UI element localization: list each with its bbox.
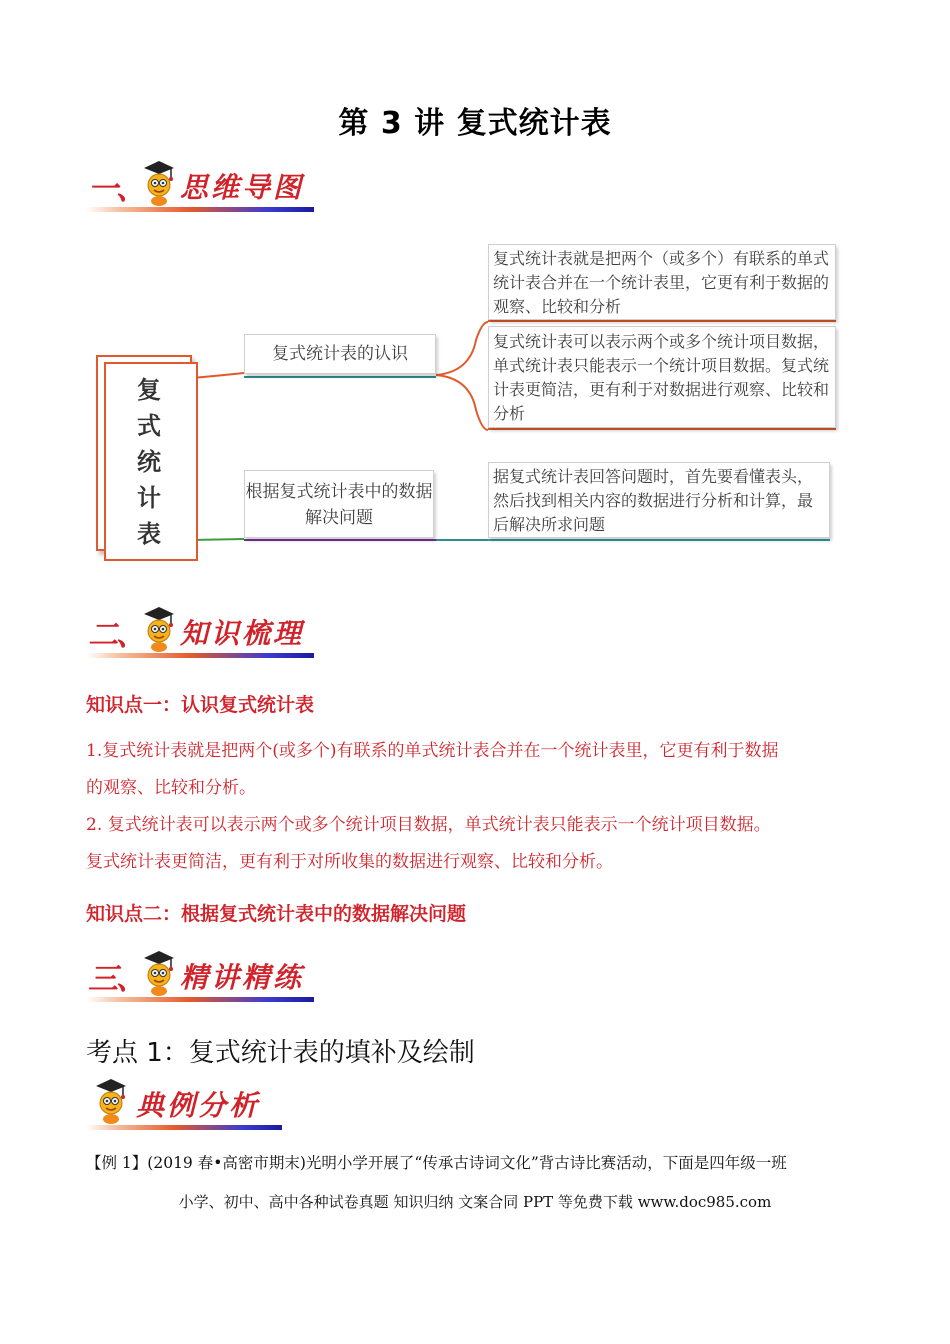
mascot-icon	[140, 948, 178, 996]
knowledge-point-1-text-line1: 1.复式统计表就是把两个(或多个)有联系的单式统计表合并在一个统计表里，它更有利于数据	[86, 741, 779, 761]
banner-text: 精讲精练	[180, 961, 305, 994]
branch1-to-leaf2-curve	[436, 375, 488, 430]
example-label: 【例 1】	[86, 1154, 148, 1172]
knowledge-point-2-text-line2: 复式统计表更简洁，更有利于对所收集的数据进行观察、比较和分析。	[86, 852, 613, 872]
knowledge-point-2-heading: 知识点二：根据复式统计表中的数据解决问题	[86, 903, 467, 925]
banner-underline	[86, 1125, 282, 1130]
banner-text: 知识梳理	[180, 617, 305, 650]
banner-underline	[86, 997, 314, 1002]
banner-text: 思维导图	[180, 171, 305, 204]
branch-recognize: 复式统计表的认识	[244, 334, 436, 374]
knowledge-point-1-heading: 知识点一：认识复式统计表	[86, 694, 315, 716]
page-footer: 小学、初中、高中各种试卷真题 知识归纳 文案合同 PPT 等免费下载 www.doc985.com	[178, 1193, 772, 1211]
banner-text: 典例分析	[136, 1089, 261, 1122]
practice-banner	[86, 944, 314, 1004]
page-title: 第 3 讲 复式统计表	[338, 106, 612, 141]
root-to-branch2-line	[192, 539, 244, 540]
leaf-problem-solving: 据复式统计表回答问题时，首先要看懂表头，然后找到相关内容的数据进行分析和计算，最后解决所求问题	[488, 462, 830, 538]
root-node-label	[104, 372, 194, 552]
mascot-icon	[92, 1076, 130, 1124]
root-to-branch1-line	[192, 373, 244, 378]
branch-solve-problems: 根据复式统计表中的数据解决问题	[244, 470, 434, 538]
banner-underline	[86, 653, 314, 658]
example-banner	[86, 1072, 282, 1132]
example-text: (2019 春•高密市期末)光明小学开展了“传承古诗词文化”背古诗比赛活动，下面是四年级一班	[147, 1154, 787, 1172]
mascot-icon	[140, 604, 178, 652]
knowledge-banner	[86, 600, 314, 660]
exam-point-heading: 考点 1：复式统计表的填补及绘制	[86, 1038, 475, 1068]
example-1	[86, 1151, 787, 1173]
knowledge-point-2-text-line1: 2. 复式统计表可以表示两个或多个统计项目数据，单式统计表只能表示一个统计项目数据。	[86, 815, 771, 835]
leaf-definition: 复式统计表就是把两个（或多个）有联系的单式统计表合并在一个统计表里，它更有利于数据的观察、比较和分析	[488, 244, 836, 320]
knowledge-point-1-text-line2: 的观察、比较和分析。	[86, 778, 256, 798]
root-node-text: 复式统计表	[137, 376, 161, 548]
banner-number: 二、	[88, 618, 144, 653]
banner-number: 三、	[88, 962, 144, 997]
banner-number: 一、	[88, 172, 144, 207]
leaf-comparison: 复式统计表可以表示两个或多个统计项目数据，单式统计表只能表示一个统计项目数据。复式统计表更简洁，更有利于对数据进行观察、比较和分析	[488, 326, 836, 428]
branch1-to-leaf1-curve	[436, 322, 488, 375]
